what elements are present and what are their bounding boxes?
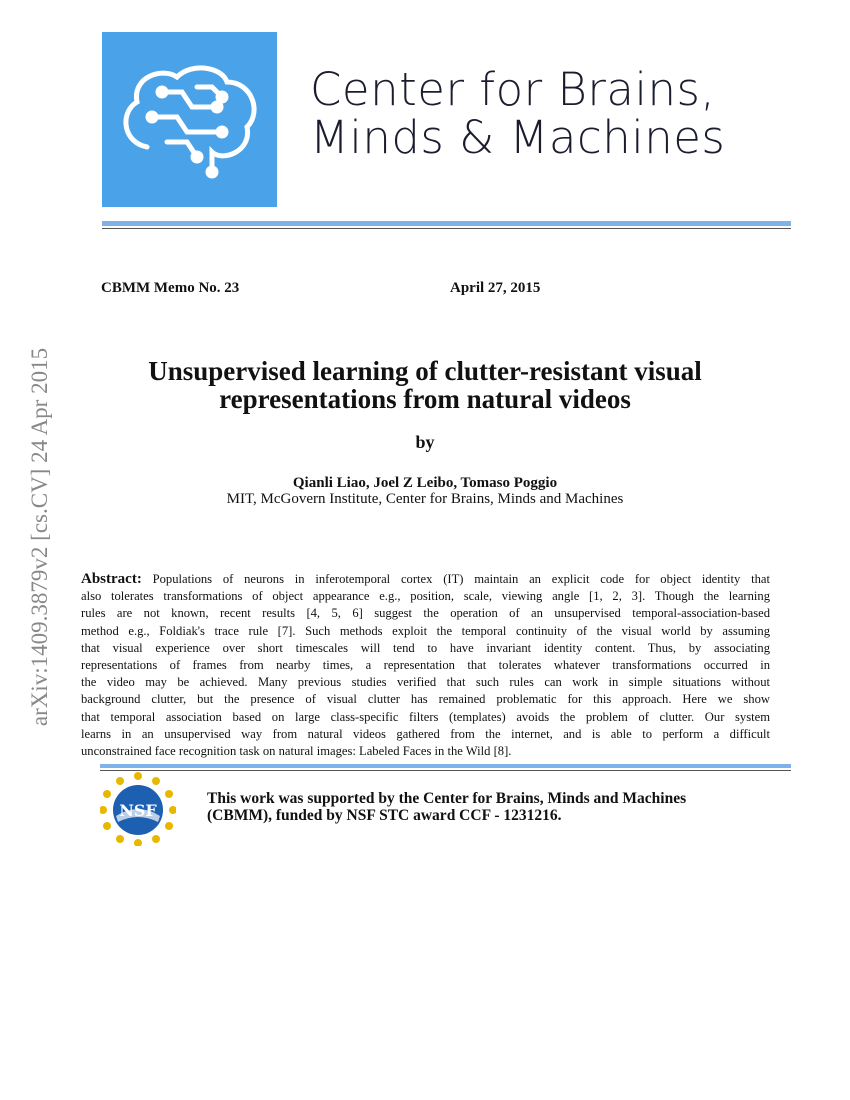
abstract-line: learns in an unsupervised way from natural videos gathered from the internet, and is able to perform a difficult — [81, 726, 770, 741]
nsf-logo — [100, 772, 176, 846]
abstract-line: unconstrained face recognition task on natural images: Labeled Faces in the Wild [8]. — [81, 744, 512, 759]
support-line-1: This work was supported by the Center for Brains, Minds and Machines — [207, 790, 687, 807]
memo-date: April 27, 2015 — [450, 280, 541, 296]
support-line-2: (CBMM), funded by NSF STC award CCF - 1231216. — [207, 807, 562, 824]
memo-number: CBMM Memo No. 23 — [101, 280, 240, 296]
org-line-1: Center for Brains, — [310, 63, 716, 116]
header-rule — [102, 221, 791, 226]
footer-rule — [100, 764, 791, 768]
abstract-label: Abstract: — [81, 571, 142, 587]
abstract-line: that temporal association based on large class-specific filters (templates) avoids the problem of clutter. Our system — [81, 709, 770, 724]
authors: Qianli Liao, Joel Z Leibo, Tomaso Poggio — [292, 475, 558, 491]
organization-name — [310, 63, 726, 164]
abstract-line: background clutter, but the presence of visual clutter has remained problematic for this approach. Here we show — [81, 692, 770, 707]
abstract-line: also tolerates transformations of object appearance e.g., position, scale, viewing angle [1, 2, 3]. Though the learning — [81, 589, 770, 604]
footer-rule-thin — [100, 770, 791, 771]
funding-acknowledgement — [207, 790, 686, 824]
svg-text:NSF: NSF — [119, 801, 157, 820]
abstract-line: Populations of neurons in inferotemporal cortex (IT) maintain an explicit code for object identity that — [152, 572, 770, 586]
abstract-line: rules are not known, recent results [4, 5, 6] suggest the operation of an unsupervised temporal-association-based — [81, 606, 770, 621]
abstract-line: method e.g., Foldiak's trace rule [7]. Such methods exploit the temporal continuity of the visual world by assuming — [81, 623, 770, 638]
by-label: by — [415, 432, 435, 452]
affiliation: MIT, McGovern Institute, Center for Brains, Minds and Machines — [226, 491, 624, 507]
header-rule-thin — [102, 228, 791, 229]
abstract-line: that visual experience over short timescales will tend to have invariant identity content. Thus, by associating — [81, 640, 770, 655]
arxiv-stamp: arXiv:1409.3879v2 [cs.CV] 24 Apr 2015 — [27, 347, 52, 727]
abstract-line: representations of frames from nearby times, a representation that tolerates whatever transformations occurred in — [81, 658, 770, 673]
abstract-line: the video may be achieved. Many previous studies verified that such rules can work in simple situations without — [81, 675, 770, 690]
cbmm-brain-logo — [102, 32, 277, 207]
paper-title — [60, 357, 790, 413]
title-line-1: Unsupervised learning of clutter-resistant visual — [148, 356, 702, 386]
title-line-2: representations from natural videos — [219, 384, 631, 414]
org-line-2: Minds & Machines — [310, 111, 726, 164]
abstract — [81, 571, 770, 760]
